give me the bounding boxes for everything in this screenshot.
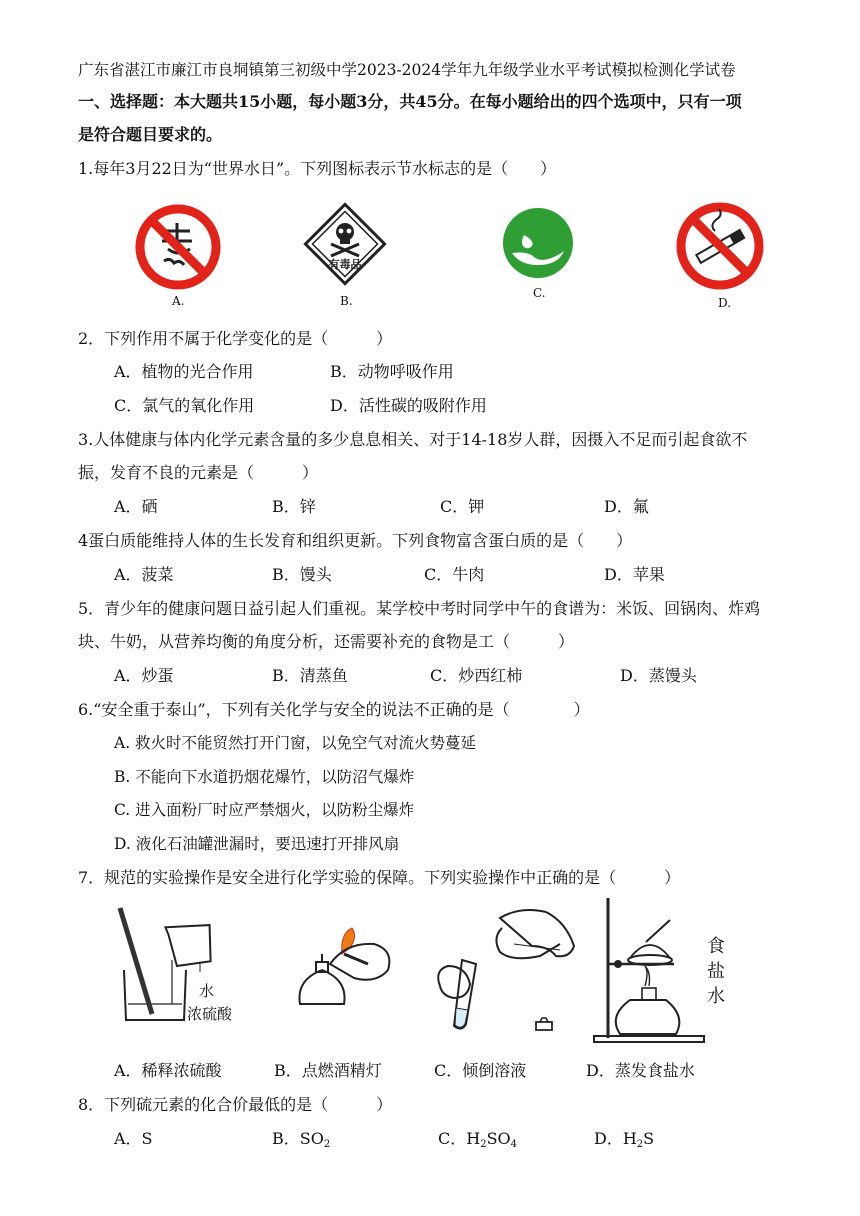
- fig-d-label-3: 水: [707, 986, 725, 1007]
- q8-option-b: B．$SO_2$: [272, 1129, 331, 1150]
- q6-stem: 6.“安全重于泰山”，下列有关化学与安全的说法不正确的是（ ）: [78, 700, 590, 719]
- q3-stem-line2: 振，发育不良的元素是（ ）: [78, 463, 319, 482]
- pouring-figure: [436, 904, 586, 1044]
- section-header-line1: 一、选择题：本大题共15小题，每小题3分，共45分。在每小题给出的四个选项中，只有一项: [78, 92, 742, 111]
- q5-stem-line1: 5．青少年的健康问题日益引起人们重视。某学校中考时同学中午的食谱为：米饭、回锅肉、炸鸡: [78, 599, 761, 618]
- q2-option-c: C．氯气的氧化作用: [114, 396, 255, 415]
- q6-option-d: D. 液化石油罐泄漏时，要迅速打开排风扇: [114, 835, 400, 853]
- q6-option-c: C. 进入面粉厂时应严禁烟火，以防粉尘爆炸: [114, 801, 415, 819]
- evaporation-figure: [590, 894, 710, 1044]
- q5-stem-line2: 块、牛奶，从营养均衡的角度分析，还需要补充的食物是工（ ）: [78, 632, 575, 651]
- q2-option-b: B．动物呼吸作用: [330, 362, 454, 381]
- no-dumping-icon: [134, 203, 222, 291]
- q7-option-a: A．稀释浓硫酸: [114, 1061, 222, 1080]
- q2-option-a: A．植物的光合作用: [114, 362, 254, 381]
- q8-option-a: A．S: [114, 1129, 153, 1148]
- q5-option-a: A．炒蛋: [114, 666, 174, 685]
- q7-option-c: C．倾倒溶液: [434, 1061, 527, 1080]
- q4-option-d: D．苹果: [604, 565, 665, 584]
- exam-title: 广东省湛江市廉江市良垌镇第三初级中学2023-2024学年九年级学业水平考试模拟检测化学试卷: [78, 61, 736, 79]
- q7-option-d: D．蒸发食盐水: [586, 1061, 695, 1080]
- q2-stem: 2．下列作用不属于化学变化的是（ ）: [78, 329, 393, 348]
- q4-option-a: A．菠菜: [114, 565, 174, 584]
- q1-label-b: B.: [340, 294, 353, 308]
- q1-label-c: C.: [533, 286, 546, 300]
- q7-option-b: B．点燃酒精灯: [274, 1061, 382, 1080]
- q4-option-b: B．馒头: [272, 565, 332, 584]
- no-smoking-icon: [675, 201, 765, 291]
- fig-a-water-label: 水: [199, 982, 215, 1000]
- q8-stem: 8．下列硫元素的化合价最低的是（ ）: [78, 1095, 393, 1114]
- q2-option-d: D．活性碳的吸附作用: [330, 396, 487, 415]
- section-header-line2: 是符合题目要求的。: [78, 125, 223, 144]
- alcohol-lamp-figure: [292, 924, 402, 1024]
- fig-d-label-1: 食: [707, 936, 725, 957]
- q3-option-d: D．氟: [604, 497, 649, 516]
- q3-option-c: C．钾: [440, 497, 485, 516]
- q7-stem: 7．规范的实验操作是安全进行化学实验的保障。下列实验操作中正确的是（ ）: [78, 868, 681, 887]
- q4-stem: 4蛋白质能维持人体的生长发育和组织更新。下列食物富含蛋白质的是（ ）: [78, 531, 633, 550]
- poison-icon-text: 有毒品: [328, 258, 362, 271]
- q5-option-b: B．清蒸鱼: [272, 666, 348, 685]
- q6-option-b: B. 不能向下水道扔烟花爆竹，以防沼气爆炸: [114, 768, 415, 786]
- q8-option-c: C．$H_2SO_4$: [438, 1129, 518, 1150]
- q4-option-c: C．牛肉: [424, 565, 485, 584]
- q1-label-d: D.: [718, 296, 732, 310]
- q3-option-a: A．硒: [114, 497, 158, 516]
- poison-icon: [297, 196, 393, 292]
- fig-a-acid-label: 浓硫酸: [187, 1005, 233, 1023]
- q3-stem-line1: 3.人体健康与体内化学元素含量的多少息息相关、对于14-18岁人群，因摄入不足而引起食欲不: [78, 430, 748, 449]
- fig-d-label-2: 盐: [707, 961, 725, 982]
- water-saving-icon: [502, 207, 574, 279]
- q3-option-b: B．锌: [272, 497, 316, 516]
- q1-stem: 1.每年3月22日为“世界水日”。下列图标表示节水标志的是（ ）: [78, 159, 557, 178]
- q6-option-a: A. 救火时不能贸然打开门窗，以免空气对流火势蔓延: [114, 734, 477, 752]
- q8-option-d: D．$H_2S$: [594, 1129, 655, 1150]
- q1-label-a: A.: [172, 294, 185, 308]
- q5-option-d: D．蒸馒头: [620, 666, 697, 685]
- q5-option-c: C．炒西红柿: [430, 666, 523, 685]
